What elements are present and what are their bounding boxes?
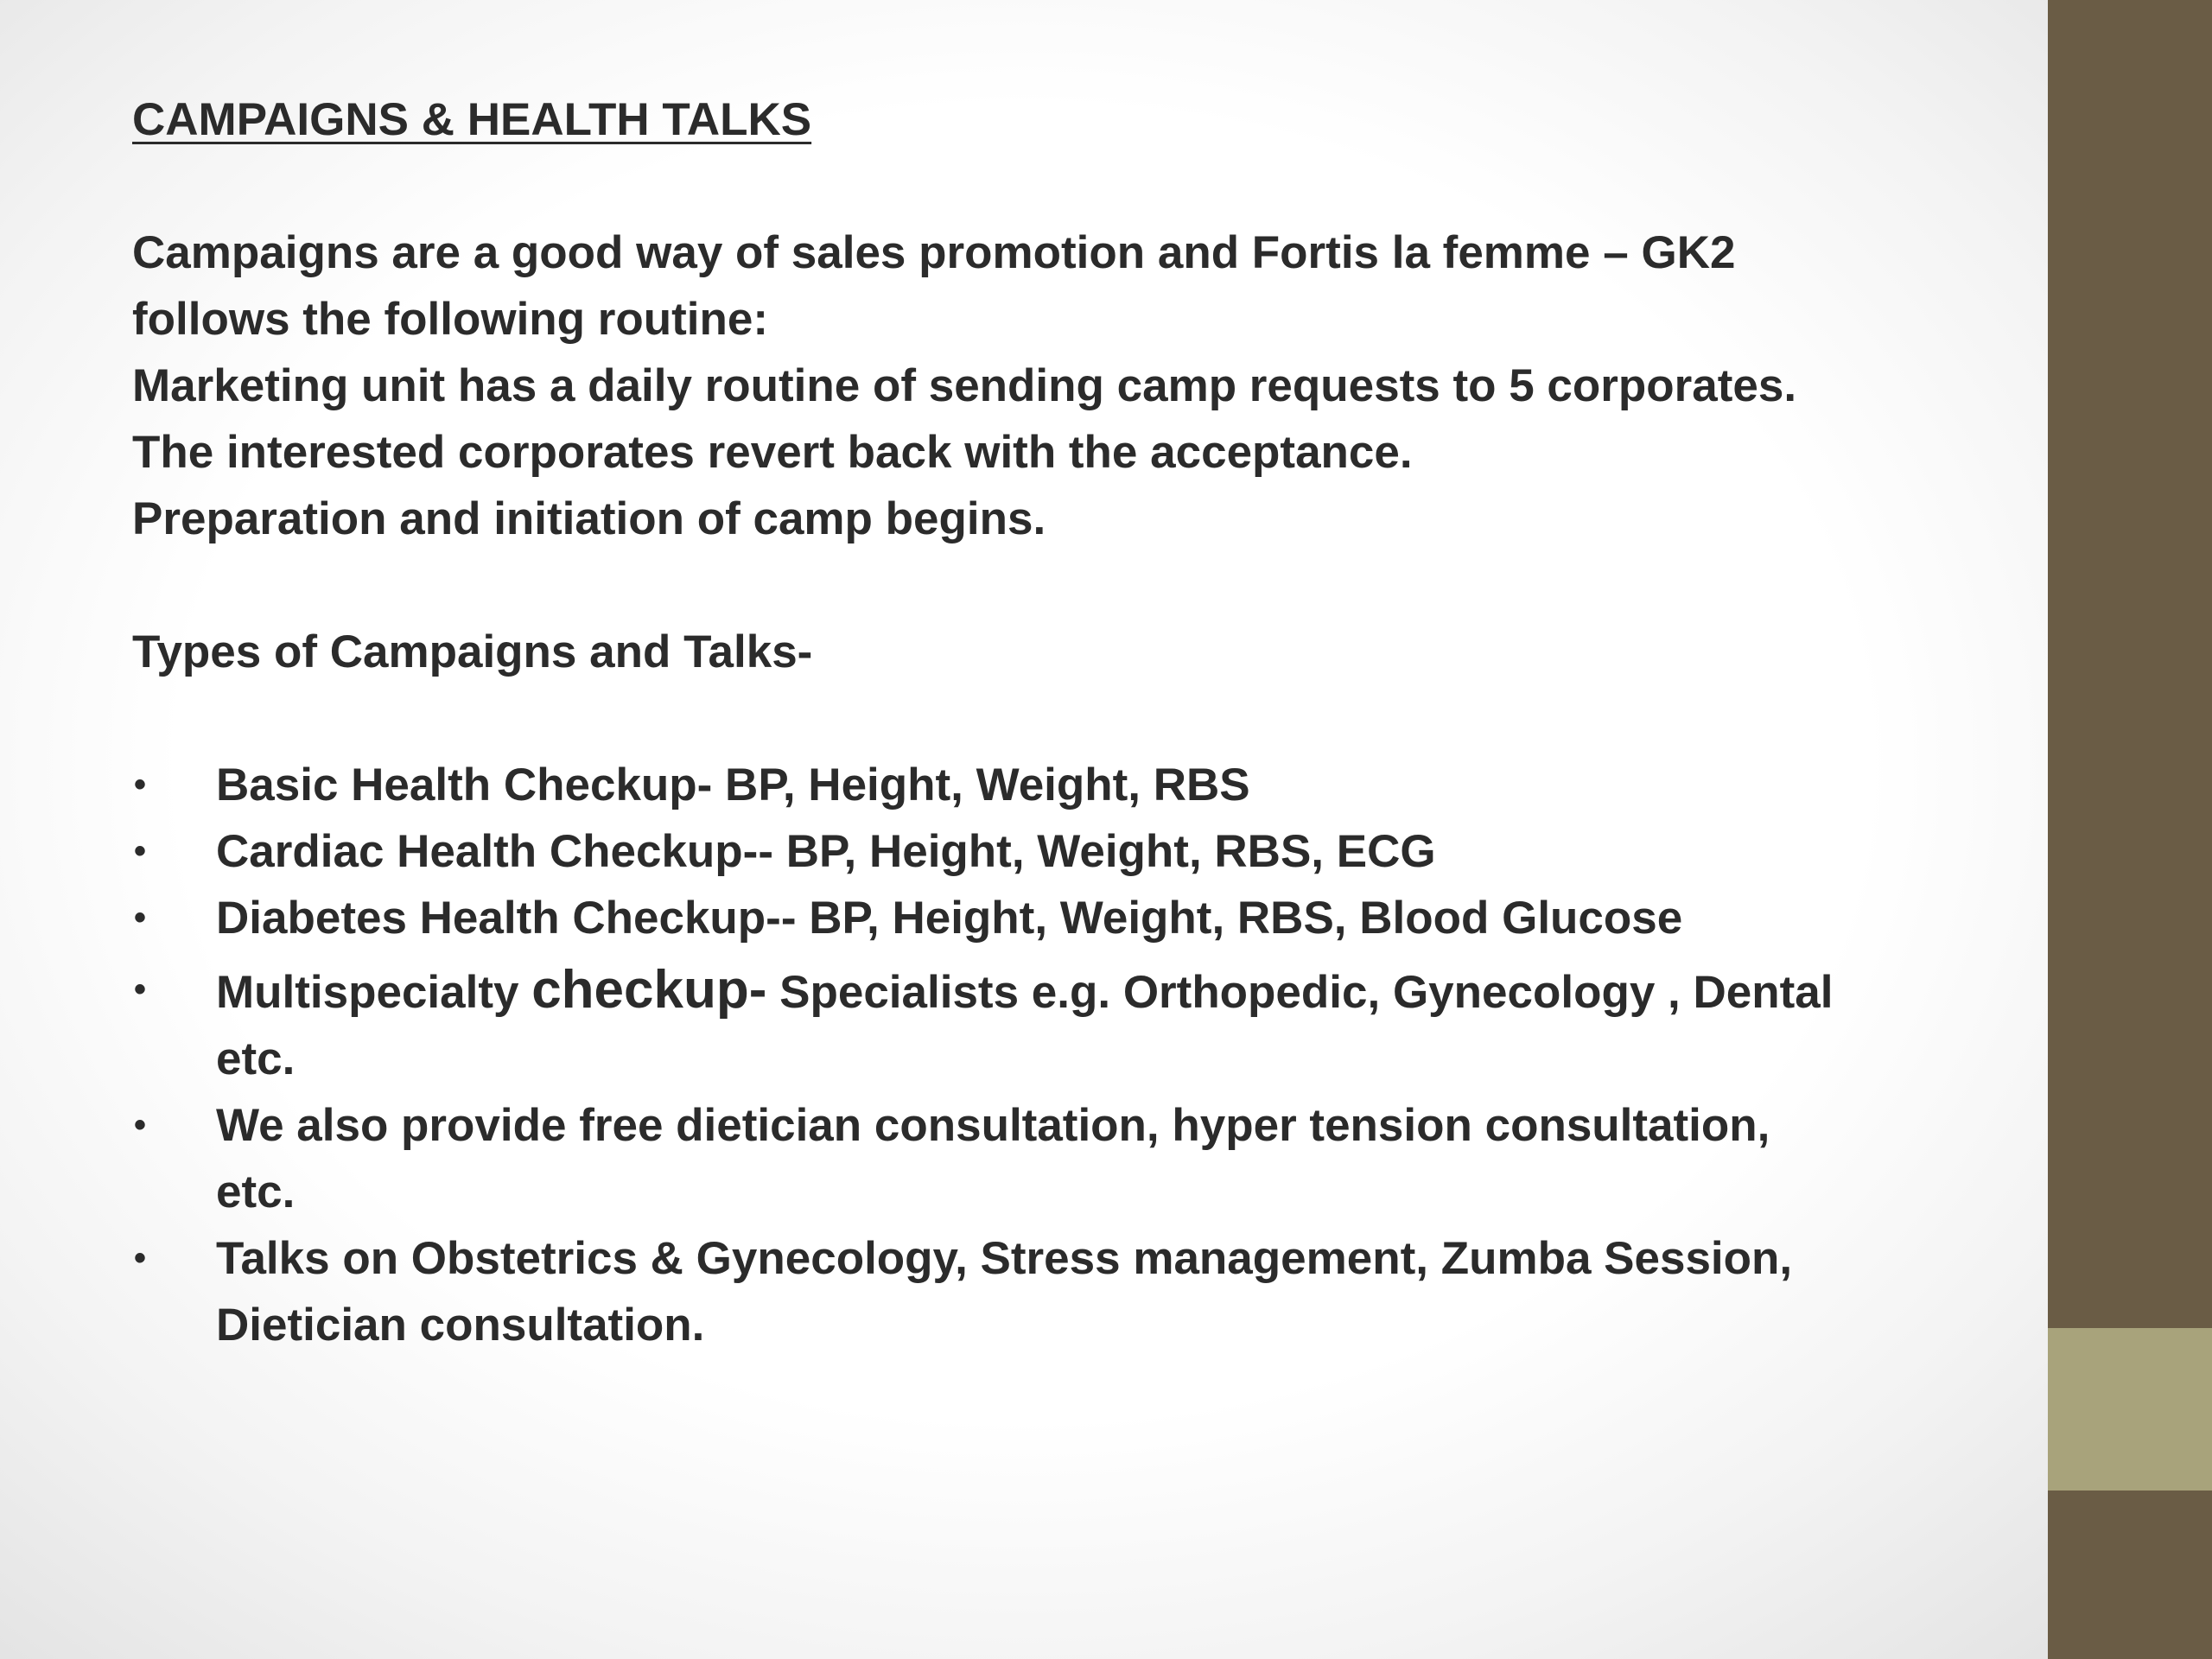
list-item-text: Basic Health Checkup- BP, Height, Weight, RBS [216,760,1250,810]
bullet-icon: • [134,899,147,937]
list-item-text: Diabetes Health Checkup-- BP, Height, Weight, RBS, Blood Glucose [216,893,1683,944]
list-item [132,1225,1981,1358]
list-item-text-part-3: Specialists e.g. Orthopedic, Gynecology , Dental [766,967,1834,1018]
list-item-text-emphasis: checkup- [531,960,767,1020]
slide-content [132,86,1981,1358]
slide-title: CAMPAIGNS & HEALTH TALKS [132,94,812,145]
campaign-list [132,752,1981,1358]
list-item-text: Cardiac Health Checkup-- BP, Height, Weight, RBS, ECG [216,826,1436,877]
intro-line-4: The interested corporates revert back with the acceptance. [132,427,1413,478]
list-item [132,818,1981,885]
intro-line-5: Preparation and initiation of camp begins. [132,493,1046,544]
sidebar-accent-block [2048,1328,2212,1491]
bullet-icon: • [134,1239,147,1277]
intro-line-1: Campaigns are a good way of sales promotion and Fortis la femme – GK2 [132,227,1736,278]
bullet-icon: • [134,766,147,804]
list-item [132,1092,1981,1225]
list-item-text-line-1: We also provide free dietician consultation, hyper tension consultation, [216,1100,1770,1151]
list-item-text-part-1: Multispecialty [216,967,532,1018]
list-item [132,752,1981,818]
intro-line-2: follows the following routine: [132,294,769,345]
list-item-text-part-4: etc. [216,1033,296,1084]
list-item-text-line-2: etc. [216,1166,296,1217]
list-item-text-line-2: Dietician consultation. [216,1300,705,1351]
bullet-icon: • [134,1106,147,1144]
list-item [132,957,1981,1092]
intro-line-3: Marketing unit has a daily routine of sending camp requests to 5 corporates. [132,360,1797,411]
types-heading: Types of Campaigns and Talks- [132,626,813,677]
list-item-text-line-1: Talks on Obstetrics & Gynecology, Stress management, Zumba Session, [216,1233,1793,1284]
bullet-icon: • [134,970,147,1008]
bullet-icon: • [134,832,147,870]
list-item [132,885,1981,951]
